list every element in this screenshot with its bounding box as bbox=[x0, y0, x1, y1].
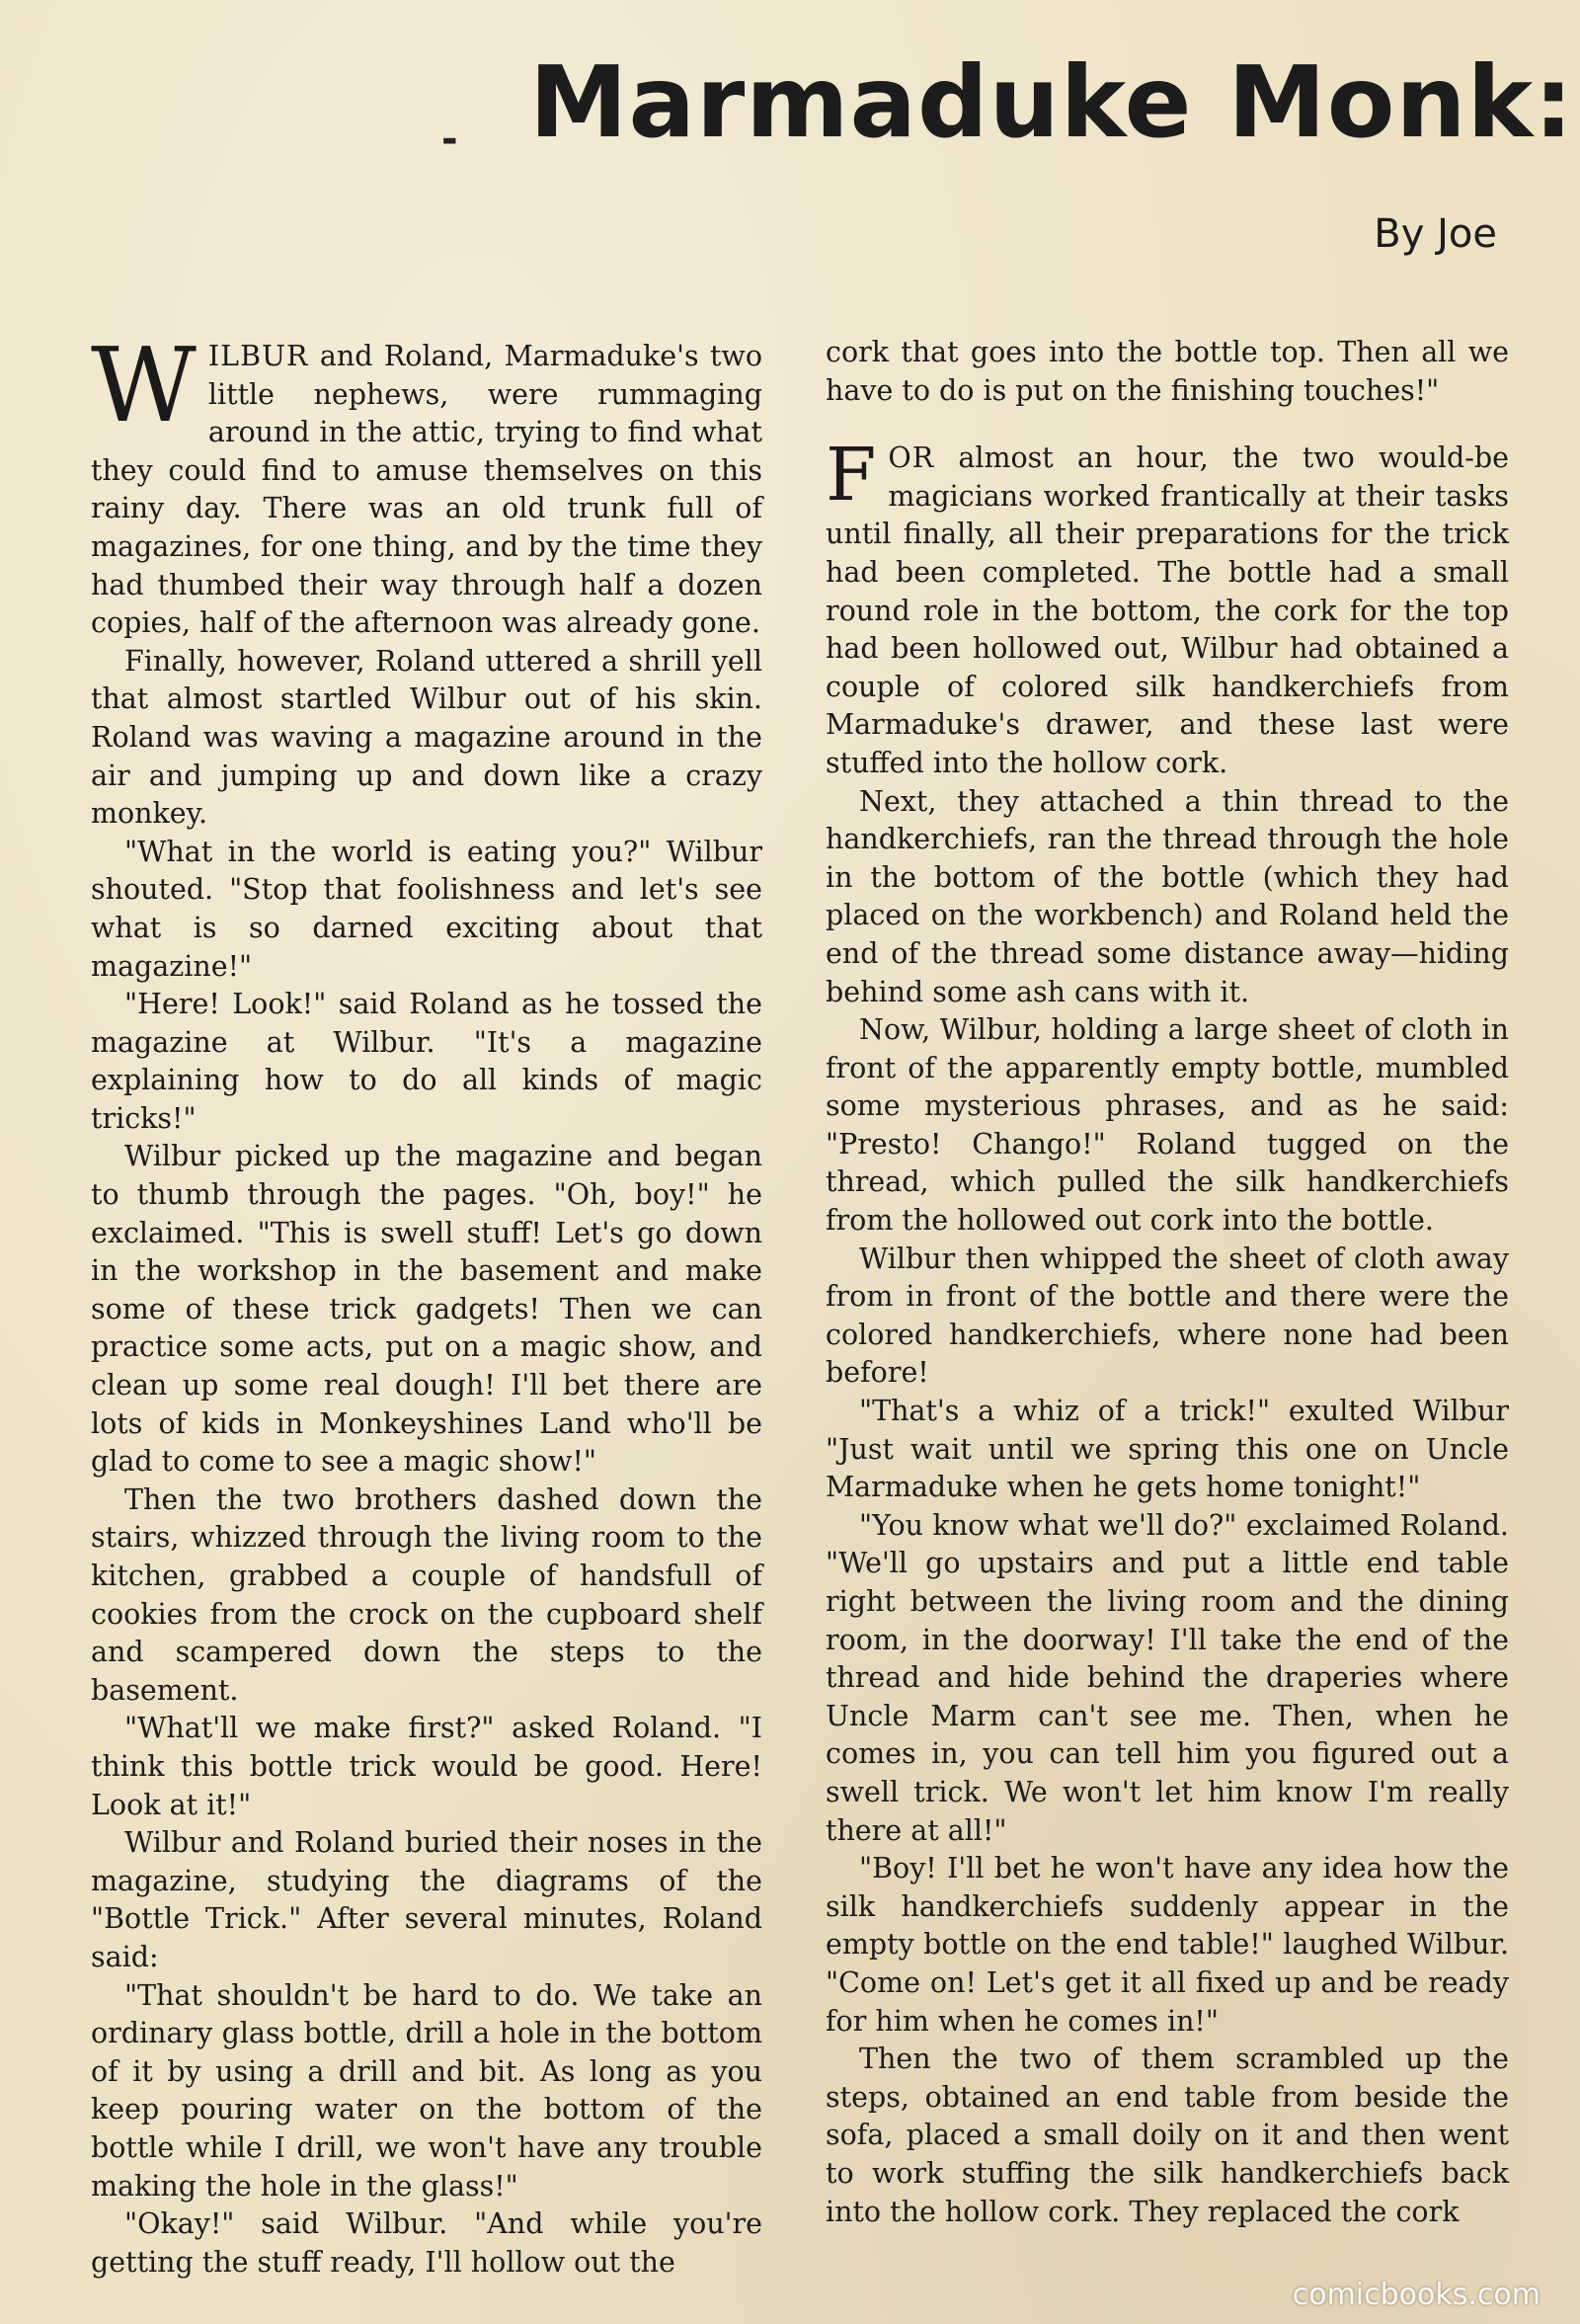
paragraph-text: and Roland, Marmaduke's two little nephews, were rummaging around in the attic, trying to find what they could find to amuse themselves on this rainy day. There was an old trunk full of magazines, for one thing, and by the time they had thumbed their way through half a dozen copies, half of the afternoon was already gone. bbox=[91, 340, 762, 640]
small-caps-lead: ILBUR bbox=[207, 340, 309, 372]
paragraph: "What'll we make first?" asked Roland. "I think this bottle trick would be good. Here! Look at it!" bbox=[91, 1712, 762, 1821]
small-caps-lead: OR bbox=[888, 441, 935, 475]
paragraph bbox=[826, 433, 1509, 782]
paragraph: Next, they attached a thin thread to the handkerchiefs, ran the thread through the hole in the bottom of the bottle (which they had placed on the workbench) and Roland held the end of the thread some distance away—hiding behind some ash cans with it. bbox=[826, 784, 1509, 1008]
drop-cap: W bbox=[91, 325, 197, 445]
paragraph-text: almost an hour, the two would-be magicians worked frantically at their tasks until finally, all their preparations for the trick had been completed. The bottle had a small round role in the bottom, the cork for the top had been hollowed out, Wilbur had obtained a couple of colored silk handkerchiefs from Marmaduke's drawer, and these last were stuffed into the hollow cork. bbox=[826, 441, 1509, 779]
paragraph: Wilbur and Roland buried their noses in the magazine, studying the diagrams of the "Bottle Trick." After several minutes, Roland said: bbox=[91, 1826, 762, 1973]
paragraph: Then the two of them scrambled up the steps, obtained an end table from beside the sofa, placed a small doily on it and then went to work stuffing the silk handkerchiefs back into the hollow cork. They replaced the cork bbox=[826, 2043, 1509, 2228]
paragraph: "That shouldn't be hard to do. We take an ordinary glass bottle, drill a hole in the bottom of it by using a drill and bit. As long as you keep pouring water on the bottom of the bottle while I drill, we won't have any trouble making the hole in the glass!" bbox=[91, 1978, 762, 2203]
paragraph: Now, Wilbur, holding a large sheet of cloth in front of the apparently empty bottle, mumbled some mysterious phrases, and as he said: "Presto! Chango!" Roland tugged on the thread, which pulled the silk handkerchiefs from the hollowed out cork into the bottle. bbox=[826, 1013, 1509, 1238]
paragraph: "Okay!" said Wilbur. "And while you're getting the stuff ready, I'll hollow out the bbox=[91, 2207, 762, 2279]
right-text-column bbox=[826, 334, 1509, 2231]
paragraph: cork that goes into the bottle top. Then all we have to do is put on the finishing touches!" bbox=[826, 336, 1509, 407]
paragraph: Finally, however, Roland uttered a shrill yell that almost startled Wilbur out of his skin. Roland was waving a magazine around in the air and jumping up and down like a crazy monkey. bbox=[91, 644, 762, 831]
paragraph: Wilbur then whipped the sheet of cloth away from in front of the bottle and there were the colored handkerchiefs, where none had been before! bbox=[826, 1242, 1509, 1390]
drop-cap: F bbox=[826, 433, 877, 519]
watermark: comicbooks.com bbox=[1292, 2278, 1540, 2312]
paragraph: "Boy! I'll bet he won't have any idea how the silk handkerchiefs suddenly appear in the empty bottle on the end table!" laughed Wilbur. "Come on! Let's get it all fixed up and be ready for him when he comes in!" bbox=[826, 1852, 1509, 2038]
paragraph bbox=[91, 325, 762, 643]
byline: By Joe bbox=[1374, 211, 1497, 257]
paragraph: "You know what we'll do?" exclaimed Roland. "We'll go upstairs and put a little end table right between the living room and the dining room, in the doorway! I'll take the end of the thread and hide behind the draperies where Uncle Marm can't see me. Then, when he comes in, you can tell him you figured out a swell trick. We won't let him know I'm really there at all!" bbox=[826, 1508, 1509, 1847]
left-text-column bbox=[91, 325, 762, 2282]
paragraph: "That's a whiz of a trick!" exulted Wilbur "Just wait until we spring this one on Uncle Marmaduke when he gets home tonight!" bbox=[826, 1395, 1509, 1504]
title-dash: - bbox=[441, 117, 458, 162]
paragraph: "Here! Look!" said Roland as he tossed the magazine at Wilbur. "It's a magazine explaining how to do all kinds of magic tricks!" bbox=[91, 988, 762, 1135]
paragraph: "What in the world is eating you?" Wilbur shouted. "Stop that foolishness and let's see what is so darned exciting about that magazine!" bbox=[91, 835, 762, 983]
paragraph: Wilbur picked up the magazine and began to thumb through the pages. "Oh, boy!" he exclaimed. "This is swell stuff! Let's go down in the workshop in the basement and make some of these trick gadgets! Then we can practice some acts, put on a magic show, and clean up some real dough! I'll bet there are lots of kids in Monkeyshines Land who'll be glad to come to see a magic show!" bbox=[91, 1140, 762, 1479]
story-title: Marmaduke Monk: bbox=[529, 44, 1575, 160]
paragraph: Then the two brothers dashed down the stairs, whizzed through the living room to the kitchen, grabbed a couple of handsfull of cookies from the crock on the cupboard shelf and scampered down the steps to the basement. bbox=[91, 1483, 762, 1707]
